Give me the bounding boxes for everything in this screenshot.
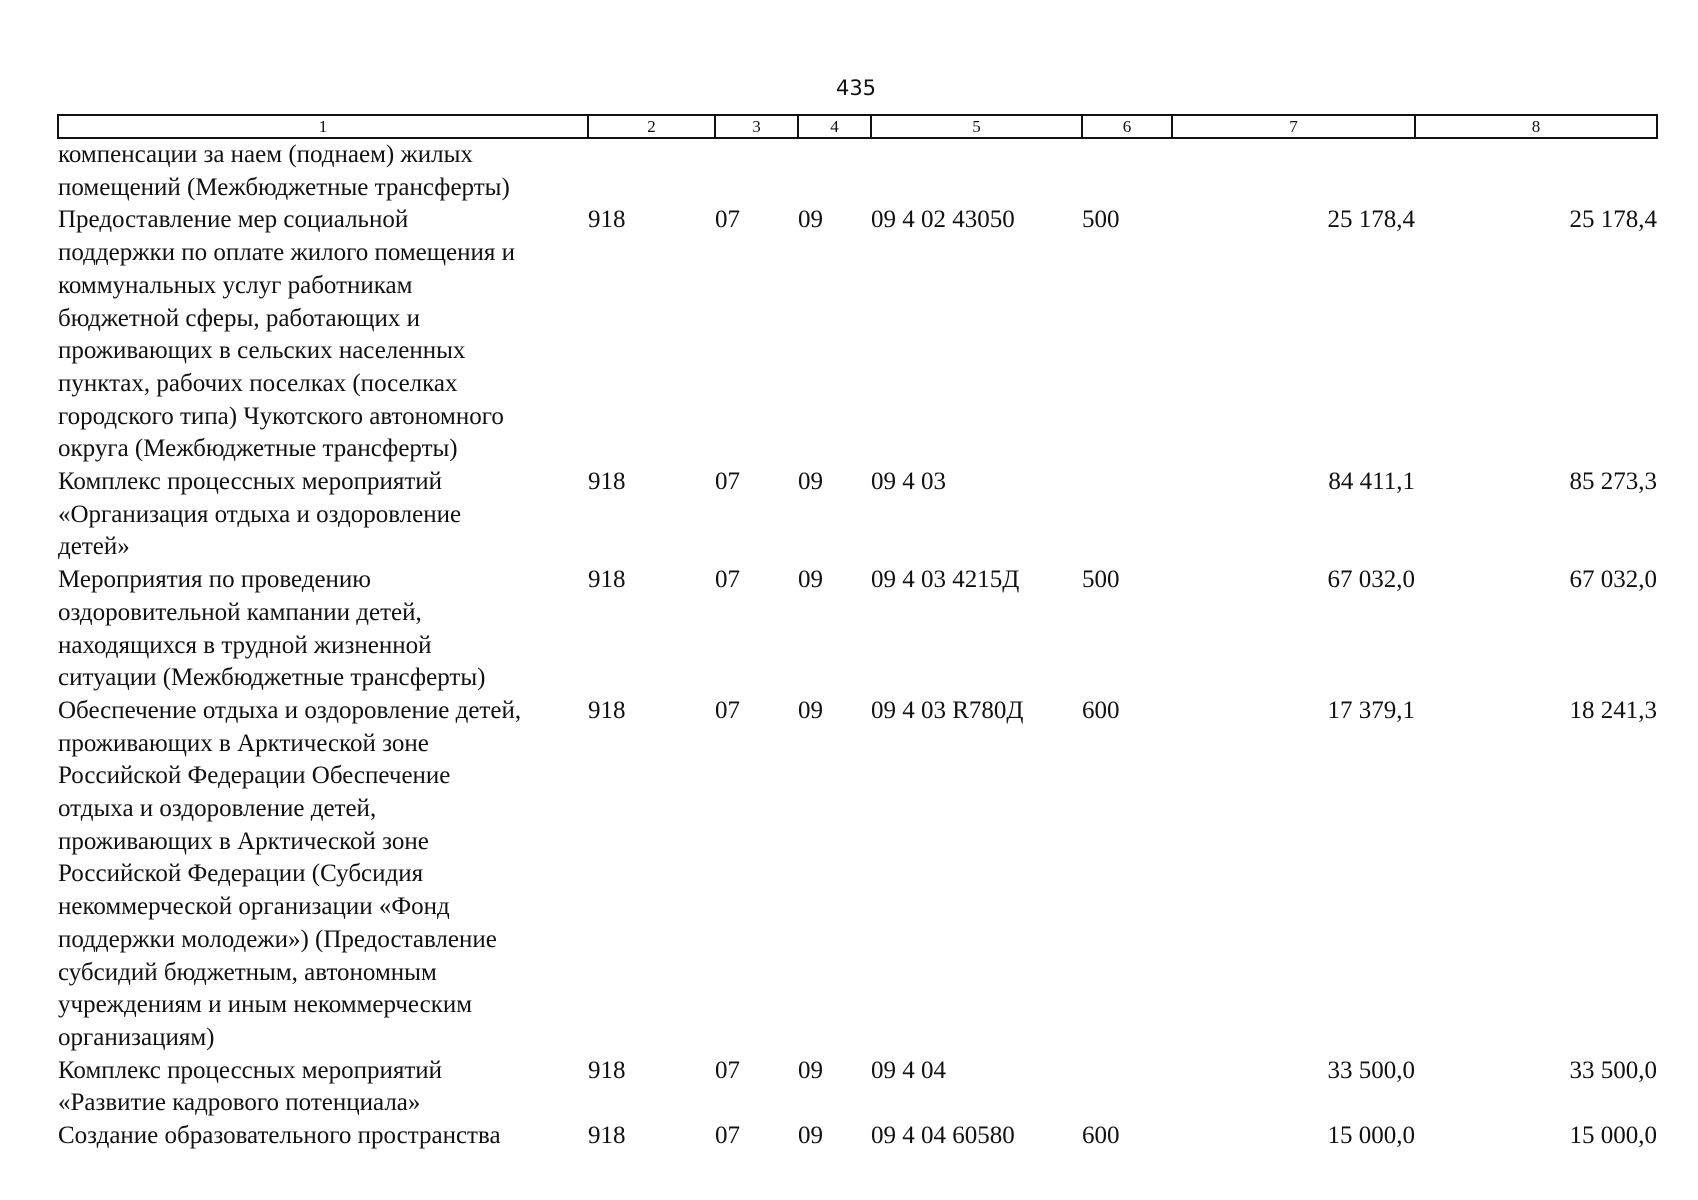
row-vr (1082, 466, 1172, 564)
column-header-3: 3 (715, 115, 798, 138)
budget-table (57, 114, 1658, 1153)
row-sum-1: 17 379,1 (1327, 696, 1415, 724)
column-header-4: 4 (798, 115, 871, 138)
page-number: 435 (835, 76, 877, 100)
row-csr (871, 138, 1082, 204)
column-header-5: 5 (871, 115, 1082, 138)
row-name: компенсации за наем (поднаем) жилых помещений (Межбюджетные трансферты) (58, 141, 510, 201)
row-vr: 600 (1082, 696, 1120, 724)
row-name: Создание образовательного пространства (58, 1122, 501, 1150)
column-header-7: 7 (1172, 115, 1415, 138)
row-sum-2: 33 500,0 (1569, 1056, 1657, 1084)
column-header-2: 2 (588, 115, 715, 138)
row-grbs: 918 (588, 468, 626, 496)
table-row (58, 204, 1657, 466)
table-row (58, 1055, 1657, 1120)
row-grbs: 918 (588, 566, 626, 594)
row-rz (715, 138, 798, 204)
row-sum-2: 85 273,3 (1569, 468, 1657, 496)
row-grbs: 918 (588, 696, 626, 724)
row-vr: 600 (1082, 1122, 1120, 1150)
row-pr: 09 (798, 468, 823, 496)
table-row (58, 138, 1657, 204)
row-sum-2: 67 032,0 (1569, 566, 1657, 594)
column-header-8: 8 (1415, 115, 1657, 138)
row-sum-1: 84 411,1 (1328, 468, 1415, 496)
row-rz: 07 (715, 1122, 740, 1150)
row-grbs: 918 (588, 1056, 626, 1084)
row-pr: 09 (798, 566, 823, 594)
row-sum-2: 15 000,0 (1569, 1122, 1657, 1150)
row-rz: 07 (715, 696, 740, 724)
table-row (58, 466, 1657, 564)
row-sum-2 (1415, 138, 1657, 204)
row-name: Комплекс процессных мероприятий «Развитие кадрового потенциала» (58, 1056, 443, 1117)
row-csr: 09 4 04 (871, 1056, 946, 1084)
row-csr: 09 4 04 60580 (871, 1122, 1015, 1150)
table-row (58, 1120, 1657, 1153)
row-pr: 09 (798, 1122, 823, 1150)
row-pr: 09 (798, 206, 823, 234)
table-header-row (58, 115, 1657, 138)
row-csr: 09 4 02 43050 (871, 206, 1015, 234)
row-grbs: 918 (588, 206, 626, 234)
row-vr: 500 (1082, 566, 1120, 594)
row-sum-2: 25 178,4 (1569, 206, 1657, 234)
row-pr: 09 (798, 1056, 823, 1084)
row-sum-1: 25 178,4 (1327, 206, 1415, 234)
row-pr (798, 138, 871, 204)
row-pr: 09 (798, 696, 823, 724)
row-vr (1082, 1055, 1172, 1120)
column-header-6: 6 (1082, 115, 1172, 138)
row-rz: 07 (715, 206, 740, 234)
row-name: Обеспечение отдыха и оздоровление детей, проживающих в Арктической зоне Российской Федерации Обеспечение отдыха и оздоровление детей, проживающих в Арктической зоне Российской Федерации (Субсидия некоммерческой организации «Фонд поддержки молодежи») (Предоставление субсидий бюджетным, автономным учреждениям и иным некоммерческим организациям) (58, 696, 522, 1051)
row-sum-1: 67 032,0 (1327, 566, 1415, 594)
row-rz: 07 (715, 1056, 740, 1084)
row-rz: 07 (715, 468, 740, 496)
table-row (58, 695, 1657, 1055)
row-name: Комплекс процессных мероприятий «Организация отдыха и оздоровление детей» (58, 468, 462, 561)
row-csr: 09 4 03 4215Д (871, 566, 1020, 594)
row-sum-1: 33 500,0 (1327, 1056, 1415, 1084)
row-grbs (588, 138, 715, 204)
row-sum-1: 15 000,0 (1327, 1122, 1415, 1150)
row-rz: 07 (715, 566, 740, 594)
row-name: Мероприятия по проведению оздоровительной кампании детей, находящихся в трудной жизненной ситуации (Межбюджетные трансферты) (58, 566, 486, 692)
row-sum-2: 18 241,3 (1569, 696, 1657, 724)
row-sum-1 (1172, 138, 1415, 204)
column-header-1: 1 (58, 115, 588, 138)
row-vr (1082, 138, 1172, 204)
row-csr: 09 4 03 (871, 468, 946, 496)
row-grbs: 918 (588, 1122, 626, 1150)
row-vr: 500 (1082, 206, 1120, 234)
table-row (58, 564, 1657, 695)
row-name: Предоставление мер социальной поддержки по оплате жилого помещения и коммунальных услуг работникам бюджетной сферы, работающих и проживающих в сельских населенных пунктах, рабочих поселках (поселках городского типа) Чукотского автономного округа (Межбюджетные трансферты) (58, 206, 516, 463)
table-body (58, 138, 1657, 1153)
row-csr: 09 4 03 R780Д (871, 696, 1024, 724)
